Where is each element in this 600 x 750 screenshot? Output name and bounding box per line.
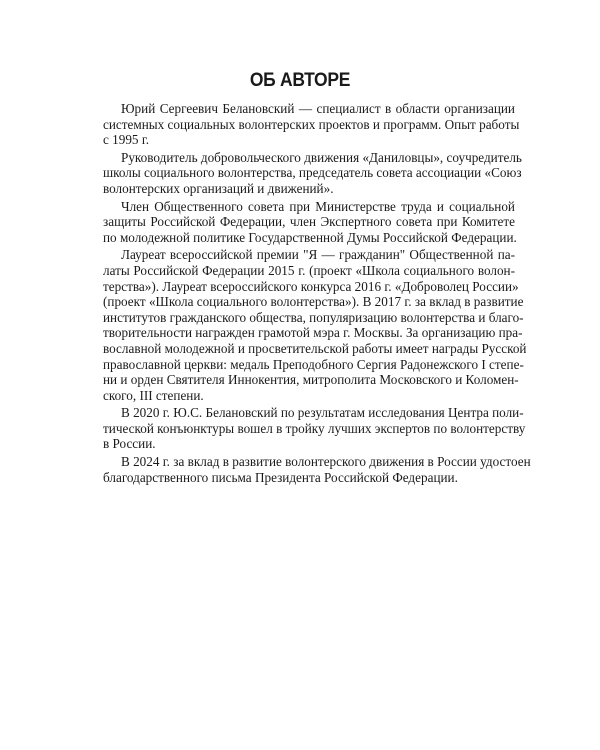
paragraph-1 [85, 101, 520, 148]
text-line: институтов гражданского общества, популяризацию волонтерства и благо- [103, 309, 524, 325]
paragraph-4 [85, 247, 527, 403]
text-line: В 2024 г. за вклад в развитие волонтерского движения в России удостоен [121, 454, 531, 470]
text-line: Юрий Сергеевич Белановский — специалист в области организации [121, 101, 515, 116]
page-title: ОБ АВТОРЕ [249, 70, 351, 91]
text-line: (проект «Школа социального волонтерства»). В 2017 г. за вклад в развитие [103, 294, 524, 310]
text-line: ни и орден Святителя Иннокентия, митрополита Московского и Коломен- [103, 372, 519, 388]
text-line: ского, III степени. [103, 387, 204, 403]
paragraph-2 [85, 149, 522, 197]
author-bio [85, 101, 531, 487]
text-line: латы Российской Федерации 2015 г. (проект «Школа социального волон- [103, 262, 515, 278]
text-line: по молодежной политике Государственной Думы Российской Федерации. [103, 229, 517, 245]
paragraph-3 [85, 199, 515, 246]
text-line: тической конъюнктуры вошел в тройку лучших экспертов по волонтерству [103, 420, 526, 436]
paragraph-6 [85, 454, 531, 485]
text-line: системных социальных волонтерских проектов и программ. Опыт работы [103, 116, 520, 132]
text-line: терства»). Лауреат всероссийского конкурса 2016 г. «Доброволец России» [103, 278, 519, 294]
text-line: волонтерских организаций и движений». [103, 180, 334, 196]
text-line: Руководитель добровольческого движения «Даниловцы», соучредитель [121, 149, 522, 165]
text-line: В 2020 г. Ю.С. Белановский по результатам исследования Центра поли- [121, 405, 524, 421]
text-line: вославной молодежной и просветительской работы имеет награды Русской [103, 340, 527, 356]
text-line: защиты Российской Федерации, член Экспертного совета при Комитете [103, 214, 515, 230]
text-line: с 1995 г. [103, 132, 150, 148]
text-line: в России. [103, 436, 156, 452]
text-line: школы социального волонтерства, председатель совета ассоциации «Союз [103, 165, 522, 181]
text-line: Член Общественного совета при Министерстве труда и социальной [121, 198, 515, 214]
text-line: Лауреат всероссийской премии "Я — гражданин" Общественной па- [121, 247, 515, 263]
text-line: творительности награжден грамотой мэра г. Москвы. За организацию пра- [103, 325, 523, 341]
text-line: православной церкви: медаль Преподобного Сергия Радонежского I степе- [103, 356, 524, 372]
paragraph-5 [85, 405, 526, 452]
text-line: благодарственного письма Президента Российской Федерации. [103, 469, 458, 485]
